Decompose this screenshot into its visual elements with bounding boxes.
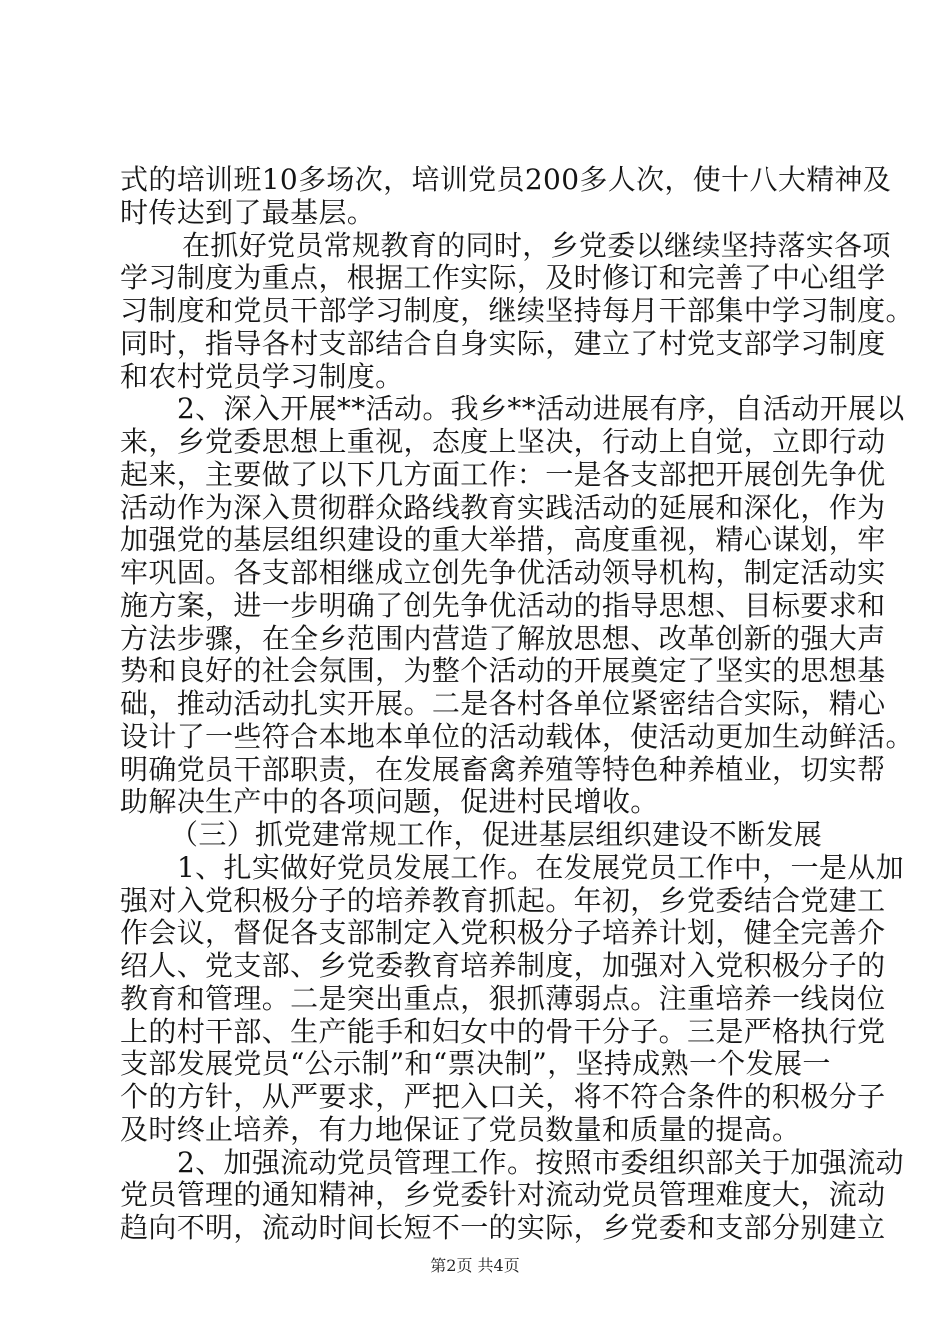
text-line: 助解决生产中的各项问题，促进村民增收。 (120, 785, 659, 819)
text-line: 时传达到了最基层。 (120, 195, 376, 229)
text-line: 式的培训班10多场次，培训党员200多人次，使十八大精神及 (120, 163, 892, 196)
text-line: 设计了一些符合本地本单位的活动载体，使活动更加生动鲜活。 (120, 719, 914, 753)
text-line: 2、深入开展**活动。我乡**活动进展有序，自活动开展以 (177, 392, 905, 426)
text-line: 在抓好党员常规教育的同时，乡党委以继续坚持落实各项 (182, 228, 891, 262)
text-line: 党员管理的通知精神，乡党委针对流动党员管理难度大，流动 (120, 1178, 886, 1212)
text-line: 个的方针，从严要求，严把入口关，将不符合条件的积极分子 (120, 1080, 886, 1113)
text-line: 明确党员干部职责，在发展畜禽养殖等特色种养植业，切实帮 (120, 752, 886, 786)
text-line: 1、扎实做好党员发展工作。在发展党员工作中，一是从加 (177, 850, 904, 884)
section-heading: （三）抓党建常规工作，促进基层组织建设不断发展 (170, 818, 823, 851)
text-line: 及时终止培养，有力地保证了党员数量和质量的提高。 (120, 1112, 801, 1146)
text-line: 加强党的基层组织建设的重大举措，高度重视，精心谋划，牢 (120, 523, 886, 557)
text-line: 上的村干部、生产能手和妇女中的骨干分子。三是严格执行党 (120, 1014, 886, 1048)
text-line: 习制度和党员干部学习制度，继续坚持每月干部集中学习制度。 (120, 294, 914, 327)
text-line: 起来，主要做了以下几方面工作：一是各支部把开展创先争优 (120, 457, 886, 491)
text-line: 同时，指导各村支部结合自身实际，建立了村党支部学习制度 (120, 326, 886, 360)
text-line: 方法步骤，在全乡范围内营造了解放思想、改革创新的强大声 (120, 621, 886, 655)
text-line: 2、加强流动党员管理工作。按照市委组织部关于加强流动 (177, 1145, 904, 1179)
text-line: 施方案，进一步明确了创先争优活动的指导思想、目标要求和 (120, 588, 886, 622)
text-line: 强对入党积极分子的培养教育抓起。年初，乡党委结合党建工 (120, 883, 886, 917)
text-line: 学习制度为重点，根据工作实际，及时修订和完善了中心组学 (120, 261, 886, 295)
text-line: 牢巩固。各支部相继成立创先争优活动领导机构，制定活动实 (120, 556, 886, 589)
text-line: 活动作为深入贯彻群众路线教育实践活动的延展和深化，作为 (120, 490, 886, 524)
text-line: 势和良好的社会氛围，为整个活动的开展奠定了坚实的思想基 (120, 654, 886, 688)
text-line: 础，推动活动扎实开展。二是各村各单位紧密结合实际，精心 (120, 687, 886, 720)
text-line: 来，乡党委思想上重视，态度上坚决，行动上自觉，立即行动 (120, 425, 886, 458)
text-line: 支部发展党员“公示制”和“票决制”，坚持成熟一个发展一 (120, 1047, 831, 1081)
text-line: 和农村党员学习制度。 (120, 359, 404, 393)
text-line: 趋向不明，流动时间长短不一的实际，乡党委和支部分别建立 (120, 1211, 886, 1244)
page-number-footer: 第2页 共4页 (430, 1256, 520, 1275)
text-line: 教育和管理。二是突出重点，狠抓薄弱点。注重培养一线岗位 (120, 981, 886, 1015)
text-line: 作会议，督促各支部制定入党积极分子培养计划，健全完善介 (120, 916, 886, 950)
text-line: 绍人、党支部、乡党委教育培养制度，加强对入党积极分子的 (120, 949, 886, 982)
